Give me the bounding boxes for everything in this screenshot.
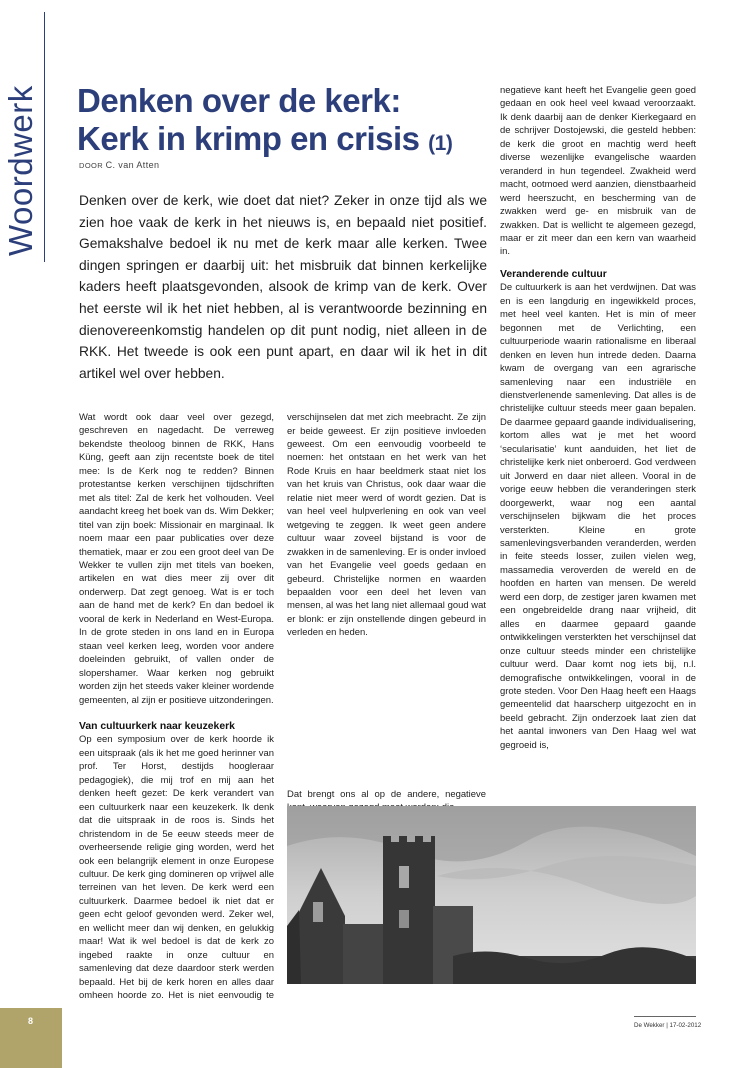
body-paragraph: negatieve kant heeft het Evangelie geen goed gedaan en ook heel veel kwaad veroorzaakt. Ik denk daarbij aan de denker Kierkegaard en de schrijver Dostojewski, die gesteld hebben: de kerk die groot en machtig werd heeft diverse wezenlijke evangelische waarden veranderd in hun tegendeel. Zwakheid werd macht, ootmoed werd aanzien, dienstbaarheid werd heerszucht, en bescherming van de zwakken werd ge- en misbruik van de zwakken. Dat is wellicht te algemeen gezegd, maar er zit meer dan een kern van waarheid in. bbox=[500, 85, 696, 258]
church-ruin-photo bbox=[287, 806, 696, 984]
section-label: Woordwerk bbox=[2, 85, 39, 256]
subheading-cultuurkerk: Van cultuurkerk naar keuzekerk bbox=[79, 720, 235, 732]
body-paragraph-continued: verschijnselen dat met zich meebracht. Ze zijn er beide geweest. Er zijn positieve invloeden geweest. Om een eenvoudig voorbeeld te noemen: het ontstaan en het werk van het Rode Kruis en haar beeldmerk staat niet los van het kruis van Christus, ook daar waar die relatie niet meer werd of wordt gezien. Dat is van heel veel hulpverlening en ook van veel wetgeving te zeggen. Ik weet geen andere cultuur waar zoveel bijstand is voor de zwakken in de samenleving. Er is onder invloed van het Evangelie veel goeds gedaan en gebeurd. Christelijke normen en waarden bepaalden voor een deel het leven van mensen, al was het lang niet allemaal goud wat er blonk: er zijn onstellende dingen gebeurd in verleden en heden. bbox=[287, 412, 486, 639]
body-column-2-window bbox=[287, 411, 486, 788]
subheading-veranderende-cultuur: Veranderende cultuur bbox=[500, 268, 607, 280]
title-line-2: Kerk in krimp en crisis bbox=[77, 120, 420, 157]
footer-divider bbox=[634, 1016, 696, 1017]
byline bbox=[79, 160, 159, 170]
body-paragraph-flow bbox=[79, 733, 274, 1002]
byline-prefix: DOOR bbox=[79, 161, 104, 170]
section-divider bbox=[44, 12, 45, 262]
article-title bbox=[77, 82, 487, 163]
page-number: 8 bbox=[28, 1016, 34, 1026]
body-paragraph: Wat wordt ook daar veel over gezegd, geschreven en nagedacht. De verreweg bekendste theoloog binnen de RKK, Hans Küng, geeft aan zijn recentste boek de titel mee: Is de Kerk nog te redden? Binnen protestantse kerken verschijnen tijdschriften met als titel: Zal de kerk het volhouden. Veel aandacht kreeg het boek van ds. Wim Dekker; titel van zijn boek: Missionair en marginaal. Ik noem maar een paar publicaties over deze thematiek, maar er zou een groot deel van De Wekker te vullen zijn met titels van boeken, artikelen en wat dies meer zij over dit onderwerp. Dat zegt genoeg. Wat is er toch aan de hand met de kerk? En dan bedoel ik vooral de kerk in Nederland en West-Europa. In de grote steden in ons land en in Europa staan veel kerken leeg, worden voor andere doeleinden gebruikt, of vallen onder de slopershamer. Waar kerken nog gebruikt worden zijn het steeds vaker kleiner wordende gemeenten, al zijn er positieve uitzonderingen. bbox=[79, 412, 274, 706]
title-line-1: Denken over de kerk: bbox=[77, 82, 401, 119]
body-column-3 bbox=[500, 84, 696, 752]
body-column-1 bbox=[79, 411, 274, 1002]
publication-footer: De Wekker | 17-02-2012 bbox=[634, 1022, 702, 1029]
body-text-flow: Op een symposium over de kerk hoorde ik een uitspraak (als ik het me goed herinner van prof. Ter Horst, destijds hoogleraar pedagogiek), die mij trof en mij aan het denken heeft gezet: De kerk verandert van een cultuurkerk naar een keuzekerk. Ik denk dat die uitspraak in de roos is. Sinds het christendom in de 5e eeuw steeds meer de overheersende religie ging worden, werd het ook een belangrijk element in onze Europese cultuur. De kerk ging domineren op vrijwel alle terreinen van het leven. De kerk werd een cultuurkerk. Daarmee bedoel ik niet dat er geen echt geloof gevonden werd. Zeker wel, en wellicht meer dan wij denken, en gelukkig maar! Wat ik wel bedoel is dat de kerk zo ingebed raakte in onze cultuur en samenleving dat deze daardoor sterk werden bepaald. Het bij de kerk horen en alles daar omheen hoorde zo. Het is niet eenvoudig te bbox=[79, 734, 274, 1002]
author-name: C. van Atten bbox=[105, 160, 160, 170]
intro-paragraph: Denken over de kerk, wie doet dat niet? Zeker in onze tijd als we zien hoe vaak de kerk in het nieuws is, en bepaald niet positief. Gemakshalve bedoel ik nu met de kerk maar alle kerken. Twee dingen springen er daarbij uit: het misbruik dat binnen kerkelijke kaders heeft plaatsgevonden, alsook de krimp van de kerk. Over het eerste wil ik het niet hebben, al is verantwoorde bezinning en dienovereenkomstig handelen op dit punt nodig, niet alleen in de RKK. Het tweede is ook een punt apart, en daar wil ik het in dit artikel wel over hebben. bbox=[79, 193, 487, 381]
church-ruin-illustration bbox=[287, 806, 696, 984]
body-paragraph: Dat brengt ons al op de andere, negatieve bbox=[287, 789, 486, 800]
body-paragraph: De cultuurkerk is aan het verdwijnen. Dat was en is een langdurig en ingewikkeld proces, met heel veel kanten. Het is min of meer begonnen met de Verlichting, een cultuurperiode waarin rationalisme en liberaal denken en leven hun intrede deden. Daarna kwam de overgang van een agrarische samenleving naar een industriële en dienstverlenende samenleving. Dat alles is de christelijke cultuur steeds meer gaan bepalen. De daarmee gepaard gaande individualisering, kortom alles wat je met het woord ‘secularisatie’ kunt aanduiden, het liet de christelijke kerk niet onberoerd. God verdween uit Jorwerd en daar niet alleen. Vooral in de vorige eeuw hebben die veranderingen sterk doorgewerkt, waar nog een aantal verschijnselen bijkwam die het proces versterkten. Kleine en grote samenlevingsverbanden veranderden, werden in feite steeds losser, zuilen vielen weg, massamedia veroverden de wereld en de hoofden en harten van mensen. De wereld werd een dorp, de zestiger jaren kwamen met een ongebreidelde drang naar vrijheid, dit alles en daarmee gepaard gaande ontwikkelingen versterkten het verschijnsel dat onze cultuur steeds minder een christelijke cultuur werd. Daar komt nog iets bij, n.l. demografische ontwikkelingen, vooral in de grote steden. Voor Den Haag heeft een Haags gemeentelid dat haarscherp uitgezocht en in beeld gebracht. Zijn onderzoek laat zien dat het aantal inwoners van Den Haag wel wat gegroeid is, bbox=[500, 282, 696, 751]
body-column-2 bbox=[287, 411, 486, 815]
title-part: (1) bbox=[428, 132, 453, 155]
